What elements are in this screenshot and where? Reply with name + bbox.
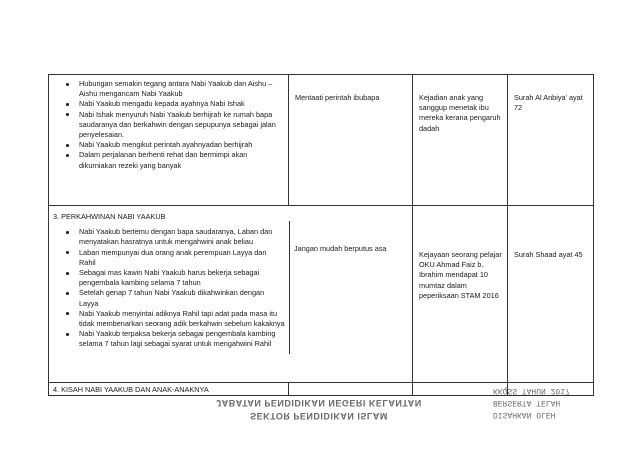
list-item: Nabi Yaakub menyintai adiknya Rahil tapi adat pada masa itu tidak membenarkan seorang adik berkahwin sebelum kakaknya: [79, 308, 285, 329]
events-list: [49, 227, 289, 353]
empty-cell: [289, 383, 413, 396]
reference-cell: Surah Shaad ayat 45: [508, 206, 594, 383]
events-cell: [49, 75, 289, 206]
lesson-cell: Jangan mudah berputus asa: [294, 244, 387, 254]
events-list: [49, 79, 288, 171]
table-row: [49, 206, 594, 383]
list-item: Setelah genap 7 tahun Nabi Yaakub dikahwinkan dengan Layya: [79, 288, 285, 308]
stamp-line: SEKTOR PENDIDIKAN ISLAM: [250, 411, 388, 421]
list-item: Nabi Yaakub mengikut perintah ayahnyadan berhijrah: [79, 140, 284, 150]
example-cell: Kejadian anak yang sanggup menetak ibu mereka kerana pengaruh dadah: [413, 75, 508, 206]
list-item: Nabi Yaakub mengadu kepada ayahnya Nabi Ishak: [79, 99, 284, 109]
events-cell: [49, 206, 413, 383]
example-cell: Kejayaan seorang pelajar OKU Ahmad Faiz b. Ibrahim mendapat 10 mumtaz dalam peperiksaan STAM 2016: [413, 206, 508, 383]
list-item: Dalam perjalanan berhenti rehat dan bermimpi akan dikurniakan rezeki yang banyak: [79, 150, 284, 170]
lesson-cell: Mentaati perintah ibubapa: [289, 75, 413, 206]
stamp-side-line: DISAHKAN OLEH: [493, 410, 556, 419]
list-item: Sebagai mas kawin Nabi Yaakub harus bekerja sebagai pengembala kambing selama 7 tahun: [79, 268, 285, 288]
list-item: Nabi Yaakub terpaksa bekerja sebagai pengembala kambing selama 7 tahun lagi sebagai syarat untuk mengahwini Rahil: [79, 329, 285, 349]
table-row: [49, 75, 594, 206]
section-title: 3. PERKAHWINAN NABI YAAKUB: [53, 212, 166, 221]
stamp-side-line: KKQSS TAHUN 2017: [493, 386, 570, 395]
section-title: 4. KISAH NABI YAAKUB DAN ANAK-ANAKNYA: [49, 383, 289, 396]
stamp-side-line: BERSERTA TELAH: [493, 398, 561, 407]
reference-cell: Surah Al Anbiya' ayat 72: [508, 75, 594, 206]
content-table: [48, 74, 594, 396]
list-item: Nabi Yaakub bertemu dengan bapa saudaranya, Laban dan menyatakan hasratnya untuk mengahwini anak beliau: [79, 227, 285, 247]
list-item: Hubungan semakin tegang antara Nabi Yaakub dan Aishu – Aishu mengancam Nabi Yaakub: [79, 79, 284, 99]
stamp-line: JABATAN PENDIDIKAN NEGERI KELANTAN: [216, 398, 422, 408]
list-item: Laban mempunyai dua orang anak perempuan Layya dan Rahil: [79, 248, 285, 268]
list-item: Nabi Ishak menyuruh Nabi Yaakub berhijrah ke rumah bapa saudaranya dan berkahwin dengan sepupunya sebagai jalan penyelesaian.: [79, 110, 284, 141]
